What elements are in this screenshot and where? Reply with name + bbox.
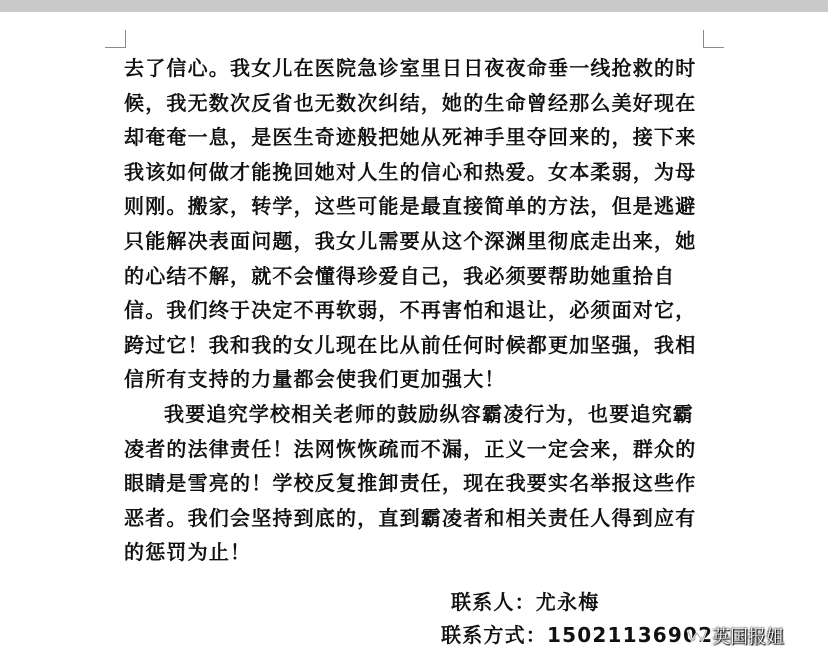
body-line: 的心结不解，就不会懂得珍爱自己，我必须要帮助她重拾自	[124, 263, 676, 288]
body-line: 却奄奄一息，是医生奇迹般把她从死神手里夺回来的，接下来	[124, 125, 697, 150]
body-line: 信所有支持的力量都会使我们更加强大！	[124, 367, 506, 392]
body-line: 候，我无数次反省也无数次纠结，她的生命曾经那么美好现在	[124, 90, 697, 115]
body-line: 跨过它！我和我的女儿现在比从前任何时候都更加坚强，我相	[124, 332, 697, 357]
top-edge-bar	[0, 0, 828, 12]
body-line: 我该如何做才能挽回她对人生的信心和热爱。女本柔弱，为母	[124, 159, 697, 184]
margin-corner-mark-top-right	[703, 30, 724, 48]
margin-corner-mark-top-left	[105, 30, 126, 48]
body-line-indented: 我要追究学校相关老师的鼓励纵容霸凌行为，也要追究霸	[164, 401, 694, 426]
body-line: 则刚。搬家，转学，这些可能是最直接简单的方法，但是逃避	[124, 194, 697, 219]
body-line: 信。我们终于决定不再软弱，不再害怕和退让，必须面对它，	[124, 298, 697, 323]
watermark	[686, 622, 784, 650]
watermark-text: 英国报姐	[712, 627, 784, 648]
body-line: 的惩罚为止！	[124, 540, 252, 565]
letter-body	[124, 51, 714, 570]
contact-person: 联系人：尤永梅	[451, 590, 600, 614]
body-line: 凌者的法律责任！法网恢恢疏而不漏，正义一定会来，群众的	[124, 436, 697, 461]
body-line: 去了信心。我女儿在医院急诊室里日日夜夜命垂一线抢救的时	[124, 56, 697, 80]
wechat-channel-icon	[686, 628, 708, 644]
body-line: 眼睛是雪亮的！学校反复推卸责任，现在我要实名举报这些作	[124, 471, 697, 496]
body-line: 恶者。我们会坚持到底的，直到霸凌者和相关责任人得到应有	[124, 505, 697, 530]
contact-method: 联系方式：15021136902	[441, 623, 714, 647]
body-line: 只能解决表面问题，我女儿需要从这个深渊里彻底走出来，她	[124, 228, 697, 253]
